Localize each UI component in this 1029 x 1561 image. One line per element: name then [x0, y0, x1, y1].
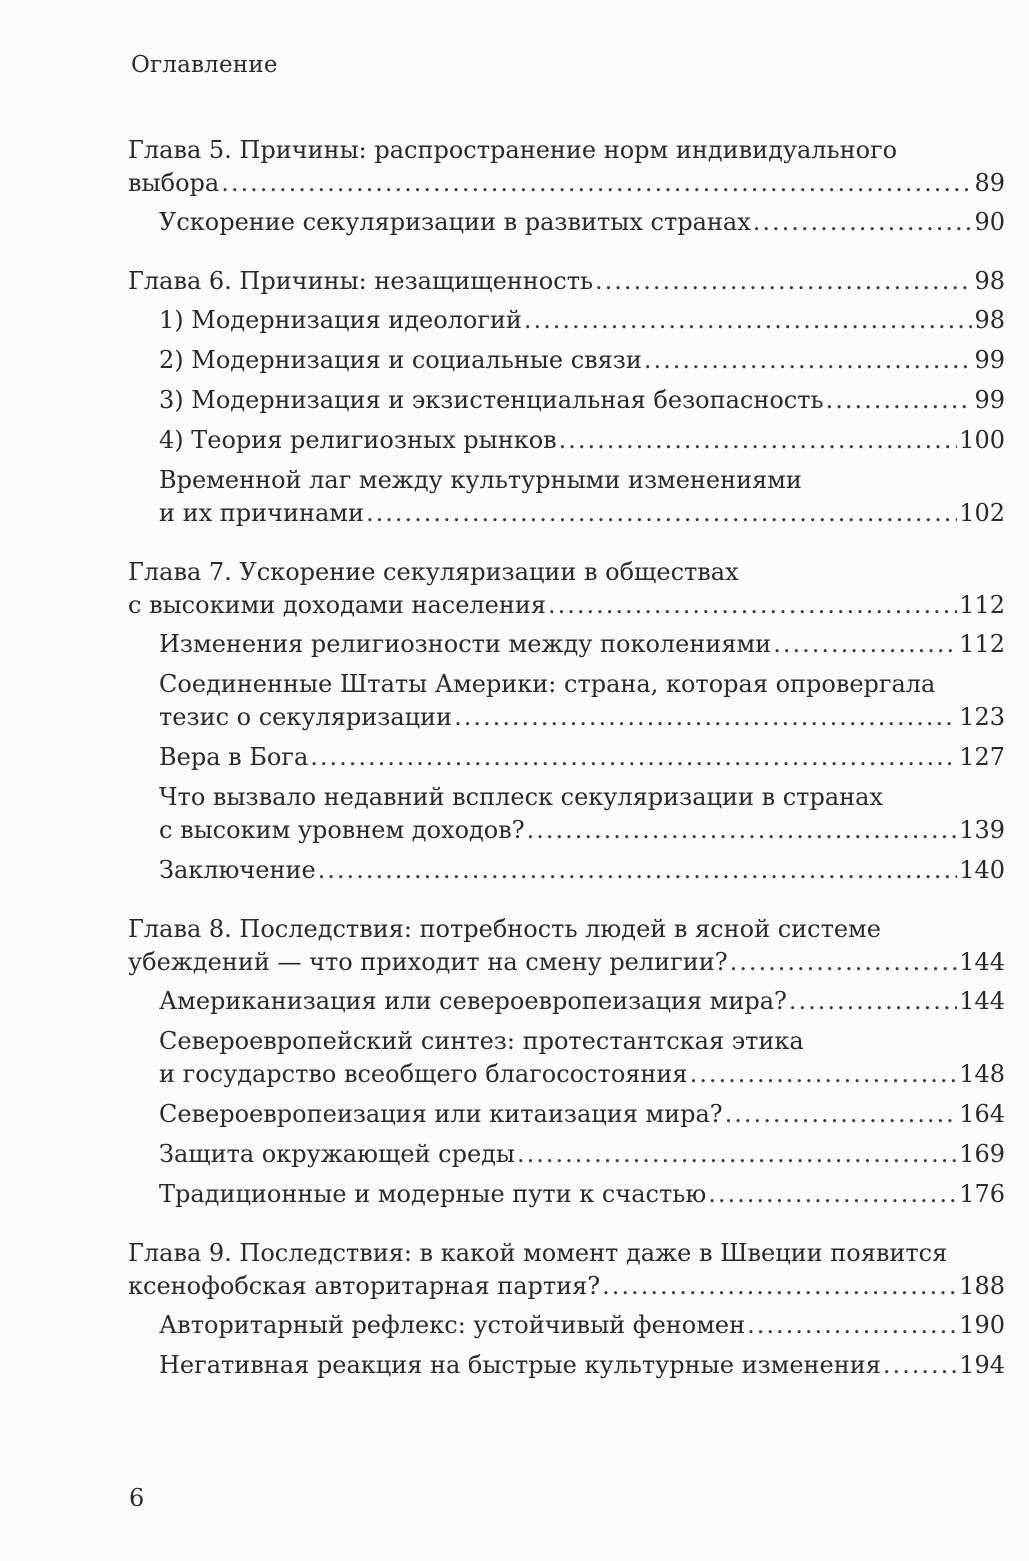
page-number: 176	[959, 1180, 1005, 1208]
dot-leader	[789, 985, 957, 1018]
dot-leader	[826, 384, 973, 417]
entry-title: 4) Теория религиозных рынков	[159, 426, 557, 454]
dot-leader	[773, 628, 957, 661]
chapter-9	[128, 1237, 1005, 1382]
dot-leader	[708, 1178, 957, 1211]
toc-entry[interactable]	[128, 1178, 1005, 1211]
toc-entry[interactable]	[128, 1309, 1005, 1342]
page-number: 140	[959, 856, 1005, 884]
page-number: 188	[959, 1272, 1005, 1300]
toc-entry[interactable]	[128, 344, 1005, 377]
entry-title: 3) Модернизация и экзистенциальная безопасность	[159, 386, 824, 414]
dot-leader	[310, 741, 957, 774]
entry-title: Заключение	[159, 856, 316, 884]
entry-title-line1: Временной лаг между культурными изменениями	[159, 466, 802, 494]
entry-title-line1: Соединенные Штаты Америки: страна, которая опровергала	[159, 670, 936, 698]
toc-entry[interactable]	[128, 1098, 1005, 1131]
chapter-8	[128, 913, 1005, 1211]
page-number: 139	[959, 816, 1005, 844]
entry-title: Изменения религиозности между поколениями	[159, 630, 772, 658]
dot-leader	[725, 1098, 958, 1131]
entry-title: убеждений — что приходит на смену религии?	[128, 948, 728, 976]
dot-leader	[595, 265, 972, 298]
dot-leader	[524, 304, 973, 337]
chapter-5	[128, 134, 1005, 239]
dot-leader	[454, 701, 957, 734]
dot-leader	[548, 589, 957, 622]
entry-title: Североевропеизация или китаизация мира?	[159, 1100, 723, 1128]
entry-title: выбора	[128, 169, 220, 197]
dot-leader	[318, 854, 958, 887]
entry-title: ксенофобская авторитарная партия?	[128, 1272, 601, 1300]
page-number: 112	[959, 630, 1005, 658]
toc-entry[interactable]	[128, 206, 1005, 239]
entry-title: Негативная реакция на быстрые культурные изменения	[159, 1351, 881, 1379]
dot-leader	[366, 497, 957, 530]
dot-leader	[221, 167, 972, 200]
toc-entry[interactable]	[128, 424, 1005, 457]
entry-title: 2) Модернизация и социальные связи	[159, 346, 642, 374]
page-number: 127	[959, 743, 1005, 771]
toc-entry[interactable]	[128, 304, 1005, 337]
toc-entry-chapter-9[interactable]	[128, 1237, 1005, 1303]
page-number: 144	[959, 948, 1005, 976]
toc-entry[interactable]	[128, 628, 1005, 661]
toc-entry-chapter-6[interactable]	[128, 265, 1005, 298]
chapter-7	[128, 556, 1005, 887]
toc-entry-chapter-8[interactable]	[128, 913, 1005, 979]
page-number: 98	[974, 267, 1005, 295]
entry-title: Ускорение секуляризации в развитых странах	[159, 208, 751, 236]
toc-entry[interactable]	[128, 1025, 1005, 1091]
entry-title-line1: Глава 8. Последствия: потребность людей в ясной системе	[128, 915, 881, 943]
page-number: 190	[959, 1311, 1005, 1339]
dot-leader	[883, 1349, 957, 1382]
entry-title-line1: Глава 5. Причины: распространение норм индивидуального	[128, 136, 898, 164]
page-number: 169	[959, 1140, 1005, 1168]
toc-entry[interactable]	[128, 668, 1005, 734]
dot-leader	[753, 206, 973, 239]
dot-leader	[559, 424, 958, 457]
page-number: 99	[974, 386, 1005, 414]
toc-entry[interactable]	[128, 985, 1005, 1018]
entry-title: 1) Модернизация идеологий	[159, 306, 522, 334]
page-number: 89	[974, 169, 1005, 197]
entry-title: Авторитарный рефлекс: устойчивый феномен	[159, 1311, 746, 1339]
page-number: 112	[959, 591, 1005, 619]
dot-leader	[690, 1058, 958, 1091]
toc-entry[interactable]	[128, 464, 1005, 530]
entry-title: и государство всеобщего благосостояния	[159, 1060, 688, 1088]
entry-title: Американизация или североевропеизация мира?	[159, 987, 787, 1015]
entry-title: и их причинами	[159, 499, 364, 527]
dot-leader	[602, 1270, 957, 1303]
running-head: Оглавление	[131, 52, 278, 78]
dot-leader	[747, 1309, 957, 1342]
page-number: 144	[959, 987, 1005, 1015]
chapter-6	[128, 265, 1005, 530]
dot-leader	[517, 1138, 957, 1171]
page-number: 194	[959, 1351, 1005, 1379]
toc-entry[interactable]	[128, 1138, 1005, 1171]
toc-entry-chapter-7[interactable]	[128, 556, 1005, 622]
entry-title: Глава 6. Причины: незащищенность	[128, 267, 594, 295]
toc-entry-chapter-5[interactable]	[128, 134, 1005, 200]
page-number: 99	[974, 346, 1005, 374]
toc-entry[interactable]	[128, 1349, 1005, 1382]
entry-title: с высоким уровнем доходов?	[159, 816, 525, 844]
page-number: 164	[959, 1100, 1005, 1128]
table-of-contents	[128, 134, 1005, 1408]
entry-title-line1: Глава 7. Ускорение секуляризации в обществах	[128, 558, 739, 586]
entry-title-line1: Североевропейский синтез: протестантская этика	[159, 1027, 804, 1055]
entry-title-line1: Что вызвало недавний всплеск секуляризации в странах	[159, 783, 883, 811]
page-folio-number: 6	[129, 1484, 145, 1512]
toc-entry[interactable]	[128, 384, 1005, 417]
page-number: 123	[959, 703, 1005, 731]
page-number: 98	[974, 306, 1005, 334]
entry-title: Защита окружающей среды	[159, 1140, 516, 1168]
entry-title: с высокими доходами населения	[128, 591, 546, 619]
page-number: 90	[974, 208, 1005, 236]
toc-entry[interactable]	[128, 781, 1005, 847]
entry-title: тезис о секуляризации	[159, 703, 453, 731]
dot-leader	[730, 946, 958, 979]
toc-entry[interactable]	[128, 741, 1005, 774]
page-number: 100	[959, 426, 1005, 454]
toc-entry[interactable]	[128, 854, 1005, 887]
dot-leader	[527, 814, 958, 847]
entry-title: Традиционные и модерные пути к счастью	[159, 1180, 707, 1208]
page-number: 102	[959, 499, 1005, 527]
dot-leader	[644, 344, 973, 377]
entry-title: Вера в Бога	[159, 743, 309, 771]
entry-title-line1: Глава 9. Последствия: в какой момент даже в Швеции появится	[128, 1239, 948, 1267]
page-number: 148	[959, 1060, 1005, 1088]
